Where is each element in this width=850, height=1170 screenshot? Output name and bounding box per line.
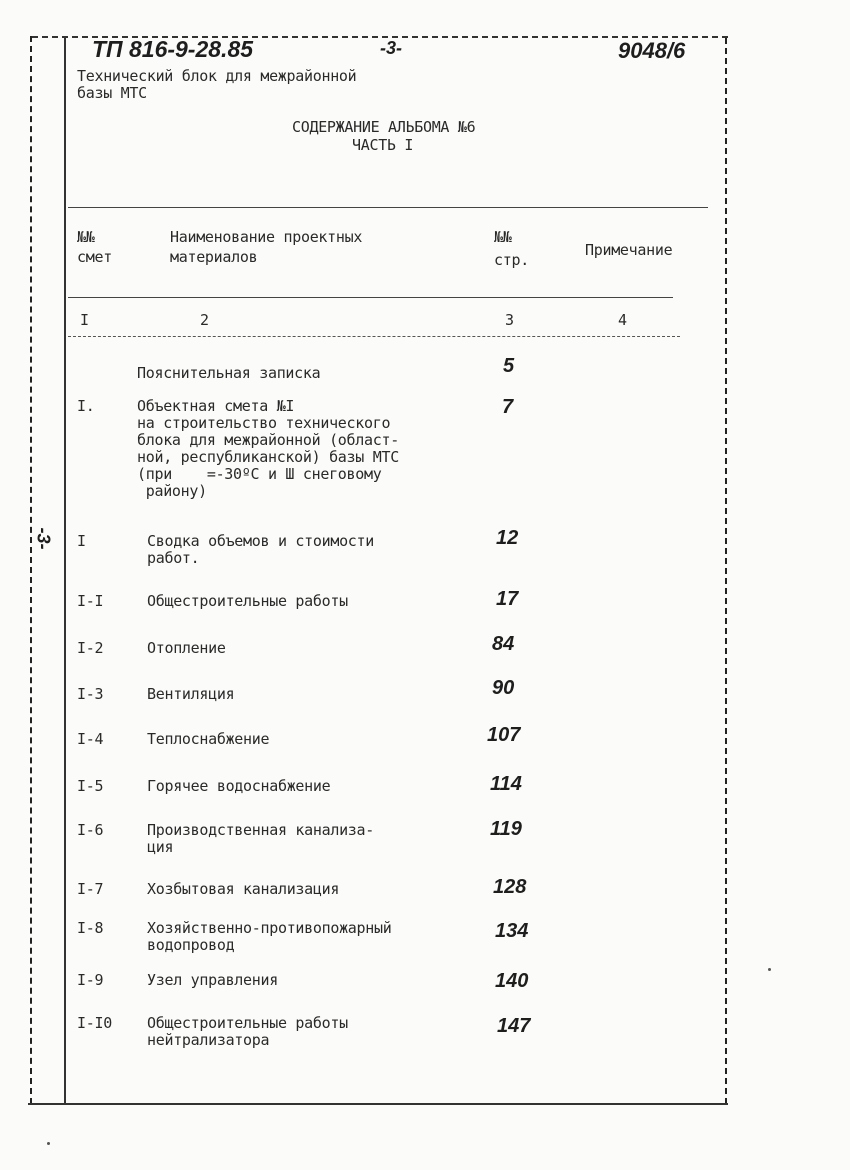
row-page: 7 xyxy=(502,396,514,418)
side-sheet-mark: -3- xyxy=(33,527,54,550)
contents-heading: СОДЕРЖАНИЕ АЛЬБОМА №6 xyxy=(292,118,476,136)
col2-header-line1: Наименование проектных xyxy=(170,228,363,246)
row-num: I-I xyxy=(77,592,104,610)
number-row-rule xyxy=(68,336,680,337)
row-name: Общестроительные работы xyxy=(147,592,348,610)
row-name: Отопление xyxy=(147,639,226,657)
row-page: 90 xyxy=(492,677,515,699)
scan-speck xyxy=(768,968,771,971)
col-number-3: 3 xyxy=(505,311,514,329)
row-name: Объектная смета №I на строительство технического блока для межрайонной (област- ной, республиканской) базы МТС (при =-30ºС и Ш снеговому районy) xyxy=(137,397,399,500)
row-name: Горячее водоснабжение xyxy=(147,777,331,795)
row-name: Хозбытовая канализация xyxy=(147,880,340,898)
row-name: Узел управления xyxy=(147,971,278,989)
row-num: I-I0 xyxy=(77,1014,112,1032)
col3-header-line1: №№ xyxy=(494,228,512,246)
left-inner-border xyxy=(64,38,66,1104)
row-num: I-7 xyxy=(77,880,104,898)
row-name: Вентиляция xyxy=(147,685,235,703)
sheet-number: -3- xyxy=(380,38,402,58)
row-num: I. xyxy=(77,397,95,415)
row-num: I-5 xyxy=(77,777,104,795)
row-page: 12 xyxy=(496,527,519,549)
row-page: 119 xyxy=(490,818,522,840)
row-page: 114 xyxy=(490,773,522,795)
row-num: I xyxy=(77,532,86,550)
left-outer-border xyxy=(30,36,32,1104)
row-num: I-2 xyxy=(77,639,104,657)
row-num: I-8 xyxy=(77,919,104,937)
row-num: I-6 xyxy=(77,821,104,839)
row-page: 84 xyxy=(492,633,515,655)
row-name: Сводка объемов и стоимости работ. xyxy=(147,532,375,567)
col1-header-line1: №№ xyxy=(77,228,95,246)
col-number-1: I xyxy=(80,311,89,329)
row-name: Теплоснабжение xyxy=(147,730,270,748)
header-bottom-rule xyxy=(68,297,673,298)
row-page: 128 xyxy=(493,876,527,898)
table-top-rule xyxy=(68,207,708,208)
archive-number: 9048/6 xyxy=(618,38,686,63)
row-num: I-9 xyxy=(77,971,104,989)
row-page: 107 xyxy=(487,724,521,746)
row-name: Общестроительные работы нейтрализатора xyxy=(147,1014,348,1049)
title-line-1: Технический блок для межрайонной xyxy=(77,67,357,85)
col-number-4: 4 xyxy=(618,311,627,329)
row-name: Хозяйственно-противопожарный водопровод xyxy=(147,919,392,954)
part-heading: ЧАСТЬ I xyxy=(352,136,414,154)
col4-header: Примечание xyxy=(585,241,673,259)
col-number-2: 2 xyxy=(200,311,209,329)
document-code: ТП 816-9-28.85 xyxy=(92,36,254,62)
col3-header-line2: стр. xyxy=(494,251,529,269)
row-num: I-3 xyxy=(77,685,104,703)
row-name: Пояснительная записка xyxy=(137,364,321,382)
scan-speck xyxy=(47,1142,50,1145)
row-page: 5 xyxy=(503,355,515,377)
row-page: 140 xyxy=(495,970,529,992)
right-border xyxy=(725,38,727,1104)
title-line-2: базы МТС xyxy=(77,84,147,102)
col2-header-line2: материалов xyxy=(170,248,258,266)
col1-header-line2: смет xyxy=(77,248,112,266)
row-page: 147 xyxy=(497,1015,531,1037)
row-page: 17 xyxy=(496,588,519,610)
bottom-border xyxy=(28,1103,728,1105)
row-page: 134 xyxy=(495,920,529,942)
row-num: I-4 xyxy=(77,730,104,748)
row-name: Производственная канализа- ция xyxy=(147,821,375,856)
